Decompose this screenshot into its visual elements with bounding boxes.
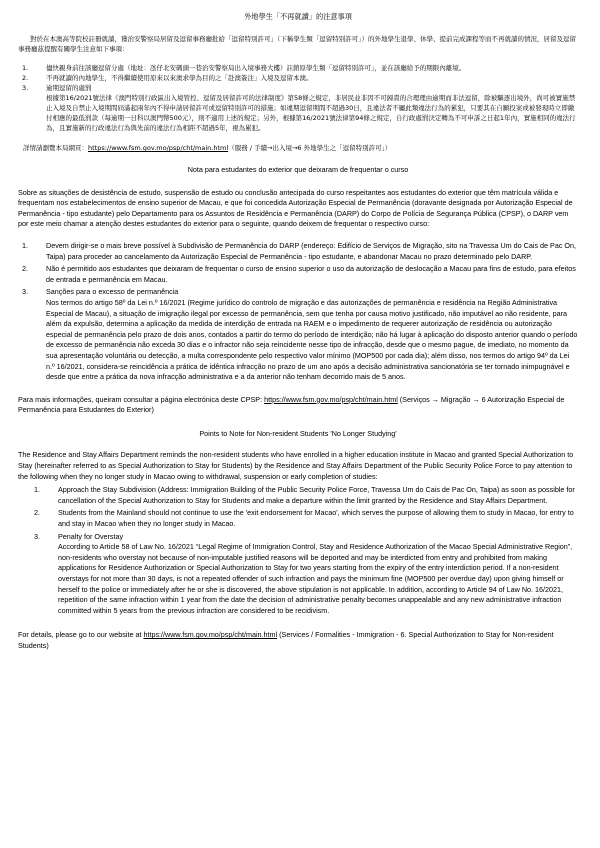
chinese-points-list	[22, 63, 578, 133]
portuguese-intro: Sobre as situações de desistência de estudo, suspensão de estudo ou conclusão antecipada do curso respeitantes aos estudantes do exterior que têm matrícula válida e frequentam nos estabelecimentos de ensino superior de Macau, e que foi concedida Autorização Especial de Permanência (doravante designada por Autorização Especial de Permanência - tipo estudante) pelo Departamento para os Assuntos de Residência e Permanência (DARP) do Corpo de Polícia de Segurança Pública (CPSP), o DARP vem por este meio chamar a atenção destes estudantes do exterior para o seguinte, quando deixem de frequentar o respectivo curso:	[18, 187, 573, 229]
item-text: Não é permitido aos estudantes que deixaram de frequentar o curso de ensino superior o uso da autorização de deslocação a Macau para fins de estudo, para efeitos de entrada e permanência em Macau.	[46, 264, 576, 284]
item-heading: Sanções para o excesso de permanência	[46, 287, 179, 297]
item-number: 3.	[34, 531, 40, 541]
chinese-intro: 對於在本澳高等院校註冊就讀，獲治安警察局居留及逗留事務廳批給「逗留特別許可」（下稱學生類「逗留特別許可」）的外地學生退學、休學、提前完成課程等而不再就讀的情況，居留及逗留事務廳茲提醒有關學生注意如下事項：	[18, 35, 576, 53]
list-item	[22, 83, 578, 133]
item-text: Students from the Mainland should not continue to use the 'exit endorsement for Macao', which serves the purpose of allowing them to study in Macao, for entry to and stay in Macao when they no longer study in Macao.	[58, 508, 574, 529]
list-item	[34, 485, 578, 506]
english-intro: The Residence and Stay Affairs Department reminds the non-resident students who have enrolled in a higher education institute in Macao and granted Special Authorization to Stay (hereinafter referred to as Special Authorization to Stay for Students) by the Residence and Stay Affairs Department of the Public Security Police Force to pay attention to the following when they no longer study in Macao owing to withdrawal, suspension or early completion of studies:	[18, 450, 574, 481]
item-detail: Nos termos do artigo 58º da Lei n.º 16/2021 (Regime jurídico do controlo de migração e das autorizações de permanência e residência na Região Administrativa Especial de Macau), a situação de imigração ilegal por excesso de permanência, sem que tenha por causa motivo justificado, não imputável ao não residente, para além da expulsão, determina a aplicação da medida de interdição de entrada na RAEM e o impedimento de requerer autorização de residência ou autorização especial de permanência pelo prazo de dois anos, contados a partir do termo do período de interdição; não há lugar à aplicação do disposto anterior quando o período de excesso de permanência não exceda 30 dias e o infractor não seja reincidente nesse tipo de infracção, desde que o mesmo pague, de imediato, no momento da sua apresentação voluntária ou detecção, a multa correspondente pelo respectivo valor mínimo (MOP500 por cada dia); além disso, nos termos do artigo 94º da Lei n.º 16/2021, considera-se reincidência a prática de idêntica infracção no prazo de um ano após a decisão administrativa sancionatória se ter tornado inimpugnável e desde que entre a prática da nova infracção administrativa e a da anterior não tenham decorrido mais de 5 anos.	[46, 297, 578, 382]
item-number: 1.	[22, 64, 29, 72]
english-title: Points to Note for Non-resident Students 'No Longer Studying'	[199, 428, 397, 438]
item-detail: 根據第16/2021號法律《澳門特別行政區出入境管控、逗留及居留許可的法律制度》第58條之規定，非居民並非因不可歸責的合理理由逾期而非法逗留，除被驅逐出境外，尚可被實施禁止入境及自禁止入境期間屆滿起兩年內不得申請居留許可或逗留特別許可的措施；如違期逗留期間不超過30日，且違法者不屬此類違法行為的累犯，只要其在自願投案或被發現時立即繳付相應的最低罰款（每逾期一日科以澳門幣500元），則不適用上述的規定；另外，根據第16/2021號法律第94條之規定，自行政處罰決定轉為不可申訴之日起1年內，實施相同的違法行為，且實施新的行政違法行為與先前的違法行為相距不超過5年，視為累犯。	[46, 94, 576, 132]
more-info-prefix: For details, please go to our website at	[18, 630, 144, 640]
more-info-suffix: (Services / Formalities - Immigration - 6. Special Authorization to Stay for Non-resident Students)	[18, 630, 554, 650]
item-detail: According to Article 58 of Law No. 16/2021 “Legal Regime of Immigration Control, Stay and Residence Authorization of the Macao Special Administrative Region”, non-residents who overstay not because of non-imputable justified reasons will be deported and may be interdicted from entry and prohibited from making applications for Residence Authorization or Special Authorization to Stay for two years starting from the expiry of the entry interdiction period. If a non-resident overstays for not more than 30 days, is not a repeated offender of such infraction and pays the minimum fine (MOP500 per overdue day) upon giving himself or herself to the police or immediately after he or she is discovered, the above stipulation is not applicable. In addition, according to Article 94 of Law No. 16/2021, repetition of the same infraction within 1 year from the date the decision of administrative penalty becomes unappealable and any new administrative infraction committed within 5 years from the previous infraction are considered to be recidivism.	[58, 542, 573, 615]
list-item	[22, 73, 578, 83]
chinese-title: 外地學生「不再就讀」的注意事項	[244, 12, 352, 21]
more-info-prefix: 詳情請瀏覽本局網頁：	[23, 144, 88, 152]
item-text: 儘快親身前往該廳逗留分處（地址：氹仔北安碼頭一巷治安警察局出入境事務大樓）註銷原學生類「逗留特別許可」，並在該廳給予的期限內離境。	[46, 64, 466, 72]
item-number: 2.	[34, 508, 40, 518]
list-item	[34, 532, 578, 617]
chinese-section	[18, 0, 578, 153]
more-info-prefix: Para mais informações, queiram consultar a página electrónica deste CPSP:	[18, 394, 265, 404]
item-number: 1.	[34, 485, 40, 495]
item-text: Approach the Stay Subdivision (Address: Immigration Building of the Public Security Police Force, Travessa Um do Cais de Pac On, Taipa) as soon as possible for cancellation of the Special Authorization to Stay for Students and make a departure within the limit granted by the Residence and Stay Affairs Department.	[58, 485, 575, 505]
english-points-list	[34, 485, 578, 616]
list-item	[22, 63, 578, 73]
item-number: 1.	[22, 240, 28, 250]
more-info-suffix: (Serviços → Migração → 6 Autorização Especial de Permanência para Estudantes do Exterior)	[18, 394, 565, 415]
list-item	[22, 264, 578, 285]
portuguese-title: Nota para estudantes do exterior que deixaram de frequentar o curso	[187, 165, 409, 174]
english-section	[18, 429, 578, 652]
list-item	[22, 287, 578, 382]
item-text: Devem dirigir-se o mais breve possível à Subdivisão de Permanência do DARP (endereço: Edifício de Serviços de Migração, sito na Travessa Um do Cais de Pac On, Taipa) para proceder ao cancelamento da Autorização Especial de Permanência - tipo estudante, e abandonar Macau no prazo determinado pelo DARP.	[46, 240, 576, 261]
item-heading: 逾期逗留的處罰	[46, 84, 92, 92]
item-text: 不再就讀的內地學生，不得繼續使用原來以來澳求學為目的之「赴澳簽注」入境及逗留本澳。	[46, 74, 313, 82]
item-number: 2.	[22, 74, 29, 82]
list-item	[34, 508, 578, 529]
item-number: 3.	[22, 84, 29, 92]
item-number: 2.	[22, 264, 28, 274]
portuguese-more-info	[18, 395, 578, 416]
website-link[interactable]: https://www.fsm.gov.mo/psp/cht/main.html	[143, 630, 278, 640]
english-more-info	[18, 630, 578, 651]
portuguese-section	[18, 165, 578, 416]
portuguese-points-list	[22, 241, 578, 383]
item-number: 3.	[22, 287, 28, 297]
item-heading: Penalty for Overstay	[58, 531, 124, 541]
website-link[interactable]: https://www.fsm.gov.mo/psp/cht/main.html	[264, 394, 398, 404]
list-item	[22, 241, 578, 262]
chinese-more-info	[23, 143, 578, 153]
more-info-suffix: （服務 / 手續→出入境→6 外地學生之「逗留特別許可」）	[228, 144, 392, 152]
website-link[interactable]: https://www.fsm.gov.mo/psp/cht/main.html	[88, 144, 229, 152]
